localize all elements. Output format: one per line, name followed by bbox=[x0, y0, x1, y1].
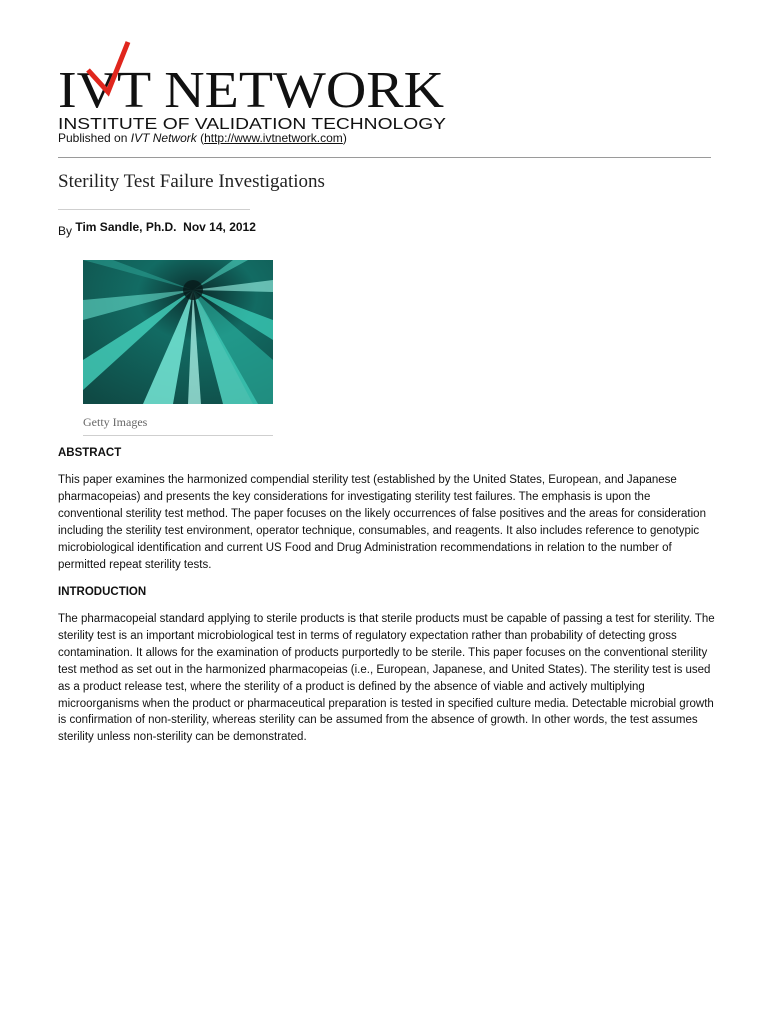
published-url-link[interactable]: http://www.ivtnetwork.com bbox=[204, 131, 343, 145]
abstract-paragraph: This paper examines the harmonized compendial sterility test (established by the United States, European, and Japanese pharmacopeias) and presents the key considerations for investigating sterility test failures. The emphasis is upon the conventional sterility test method. The paper focuses on the likely occurrences of false positives and the areas for consideration including the sterility test environment, operator technique, consumables, and reagents. It also includes reference to genotypic microbiological identification and current US Food and Drug Administration recommendations in relation to the number of permitted repeat sterility tests. bbox=[58, 474, 706, 571]
byline bbox=[58, 220, 256, 238]
article-title: Sterility Test Failure Investigations bbox=[58, 171, 325, 192]
published-close-paren: ) bbox=[342, 131, 347, 145]
logo-tagline: INSTITUTE OF VALIDATION TECHNOLOGY bbox=[58, 116, 446, 132]
author-name: Tim Sandle, Ph.D. bbox=[75, 220, 177, 234]
introduction-heading: INTRODUCTION bbox=[58, 586, 147, 598]
published-on-line bbox=[58, 131, 347, 145]
logo-wordmark: IVT NETWORK bbox=[58, 62, 445, 119]
publish-date: Nov 14, 2012 bbox=[183, 220, 256, 234]
title-divider bbox=[58, 209, 250, 210]
header-divider bbox=[58, 157, 711, 158]
ivt-network-logo bbox=[58, 40, 458, 132]
introduction-paragraph: The pharmacopeial standard applying to sterile products is that sterile products must be capable of passing a test for sterility. The sterility test is an important microbiological test in terms of regulatory expectation rather than probability of detecting gross contamination. It allows for the examination of products purportedly to be sterile. This paper focuses on the conventional sterility test method as set out in the harmonized pharmacopeias (i.e., European, Japanese, and United States). The sterility test is used as a product release test, where the sterility of a product is defined by the absence of viable and actively multiplying microorganisms when the product or pharmaceutical preparation is tested in specified culture media. Detectable microbial growth is confirmation of non-sterility, whereas sterility can be assumed from the absence of growth. In other words, the test assumes sterility unless non-sterility can be demonstrated. bbox=[58, 613, 715, 744]
image-caption: Getty Images bbox=[83, 415, 148, 429]
by-label: By bbox=[58, 224, 73, 238]
article-image bbox=[83, 260, 273, 404]
published-prefix: Published on bbox=[58, 131, 131, 145]
published-open-paren: ( bbox=[196, 131, 205, 145]
caption-divider bbox=[83, 435, 273, 436]
published-site-name: IVT Network bbox=[130, 131, 197, 145]
abstract-heading: ABSTRACT bbox=[58, 447, 122, 459]
